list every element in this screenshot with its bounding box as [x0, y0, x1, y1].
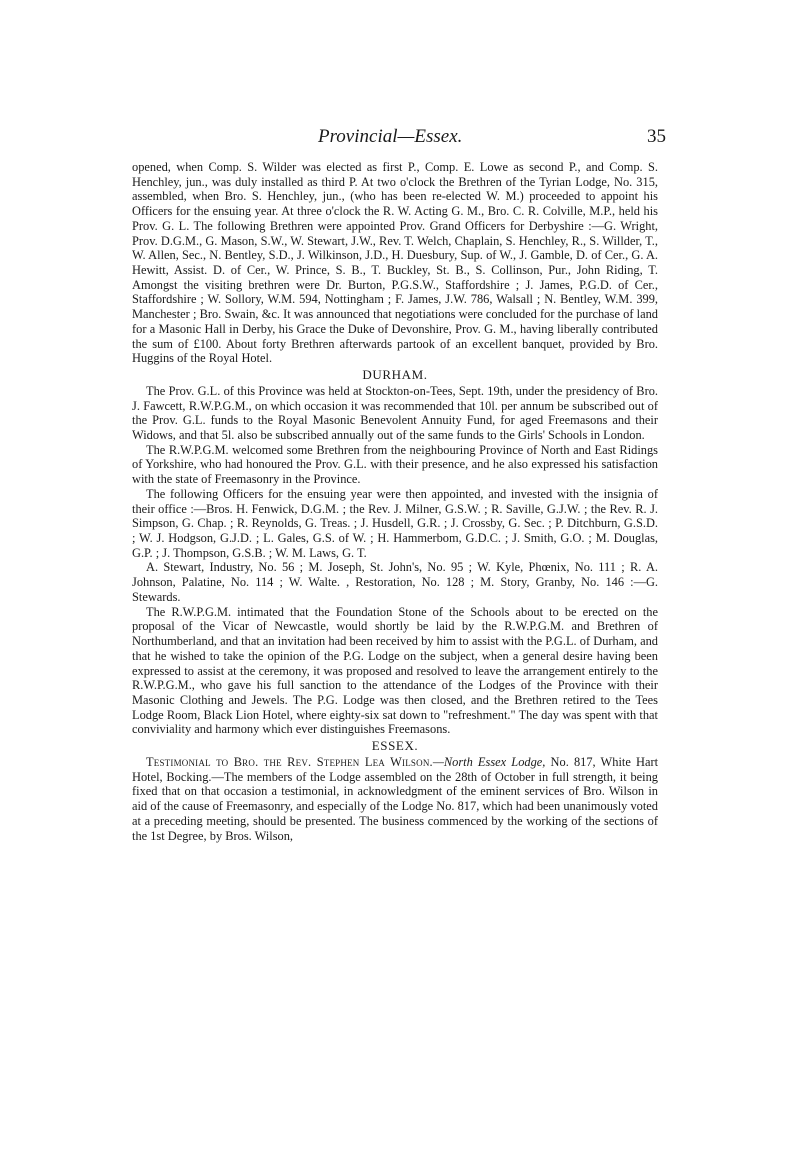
section-heading-durham: DURHAM. [362, 367, 428, 383]
essex-paragraph [132, 755, 658, 843]
durham-paragraph: A. Stewart, Industry, No. 56 ; M. Joseph, St. John's, No. 95 ; W. Kyle, Phœnix, No. 111 ; R. A. Johnson, Palatine, No. 114 ; W. Walte. , Restoration, No. 128 ; M. Story, Granby, No. 146 :—G. Stewards. [132, 560, 658, 604]
article-body [132, 160, 658, 843]
durham-paragraph: The R.W.P.G.M. welcomed some Brethren from the neighbouring Province of North and East Ridings of Yorkshire, who had honoured the Prov. G.L. with their presence, and he also expressed his satisfaction with the state of Freemasonry in the Province. [132, 442, 658, 487]
durham-paragraph: The following Officers for the ensuing year were then appointed, and invested with the insignia of their office :—Bros. H. Fenwick, D.G.M. ; the Rev. J. Milner, G.S.W. ; R. Saville, G.J.W. ; the Rev. R. J. Simpson, G. Chap. ; R. Reynolds, G. Treas. ; J. Husdell, G.R. ; J. Crossby, G. Sec. ; P. Ditchburn, G.S.D. ; W. J. Hodgson, G.J.D. ; L. Gales, G.S. of W. ; H. Hammerbom, G.D.C. ; J. Smith, G.O. ; M. Douglas, G.P. ; J. Thompson, G.S.B. ; W. M. Laws, G. T. [132, 486, 658, 560]
running-title: Provincial—Essex. [318, 126, 463, 147]
essex-lead-in: Testimonial to Bro. the Rev. Stephen Lea Wilson. [146, 754, 433, 769]
essex-lodge-name: —North Essex Lodge, [432, 754, 546, 769]
page-header [318, 124, 666, 150]
durham-paragraph: The R.W.P.G.M. intimated that the Foundation Stone of the Schools about to be erected on the proposal of the Vicar of Newcastle, would shortly be laid by the R.W.P.G.M. and Brethren of Northumberland, and that an invitation had been received by him to assist with the P.G.L. of Durham, and that he wished to take the opinion of the P.G. Lodge on the subject, when a general desire having been expressed to assist at the ceremony, it was proposed and resolved to leave the arrangement entirely to the R.W.P.G.M., who gave his full sanction to the attendance of the Lodges of the Province with their Masonic Clothing and Jewels. The P.G. Lodge was then closed, and the Brethren retired to the Tees Lodge Room, Black Lion Hotel, where eighty-six sat down to "refreshment." The day was spent with that conviviality and harmony which ever distinguishes Freemasons. [132, 604, 658, 737]
durham-paragraph: The Prov. G.L. of this Province was held at Stockton-on-Tees, Sept. 19th, under the presidency of Bro. J. Fawcett, R.W.P.G.M., on which occasion it was recommended that 10l. per annum be subscribed out of the Prov. G.L. funds to the Royal Masonic Benevolent Annuity Fund, for aged Freemasons and their Widows, and that 5l. also be subscribed annually out of the same funds to the Girls' Schools in London. [132, 383, 658, 443]
derbyshire-paragraph: opened, when Comp. S. Wilder was elected as first P., Comp. E. Lowe as second P., and Comp. S. Henchley, jun., was duly installed as third P. At two o'clock the Brethren of the Tyrian Lodge, No. 315, assembled, when Bro. S. Henchley, jun., (who has been re-elected W. M.) proceeded to appoint his Officers for the ensuing year. At three o'clock the R. W. Acting G. M., Bro. C. R. Colville, M.P., held his Prov. G. L. The following Brethren were appointed Prov. Grand Officers for Derbyshire :—G. Wright, Prov. D.G.M., G. Mason, S.W., W. Stewart, J.W., Rev. T. Welch, Chaplain, S. Henchley, R., S. Willder, T., W. Allen, Sec., N. Bentley, S.D., J. Wilkinson, J.D., H. Duesbury, Sup. of W., J. Gamble, D. of Cer., G. A. Hewitt, Assist. D. of Cer., W. Prince, S. B., T. Buckley, St. B., S. Collinson, Pur., John Riding, T. Amongst the visiting brethren were Dr. Burton, P.G.S.W., Staffordshire ; J. James, P.G.D. of Cer., Staffordshire ; W. Sollory, W.M. 594, Nottingham ; F. James, J.W. 786, Walsall ; N. Bentley, W.M. 399, Manchester ; Bro. Swain, &c. It was announced that negotiations were concluded for the purchase of land for a Masonic Hall in Derby, his Grace the Duke of Devonshire, Prov. G. M., having liberally contributed the sum of £100. About forty Brethren afterwards partook of an excellent banquet, provided by Bro. Huggins of the Royal Hotel. [132, 160, 658, 366]
essex-text: No. 817, White Hart Hotel, Bocking.—The members of the Lodge assembled on the 28th of October in full strength, it being fixed that on that occasion a testimonial, in acknowledgment of the eminent services of Bro. Wilson in aid of the cause of Freemasonry, and especially of the Lodge No. 817, which had been unanimously voted at a preceding meeting, should be presented. The business commenced by the working of the sections of the 1st Degree, by Bros. Wilson, [132, 754, 659, 843]
section-heading-essex: ESSEX. [371, 738, 419, 754]
page-number: 35 [647, 126, 666, 147]
